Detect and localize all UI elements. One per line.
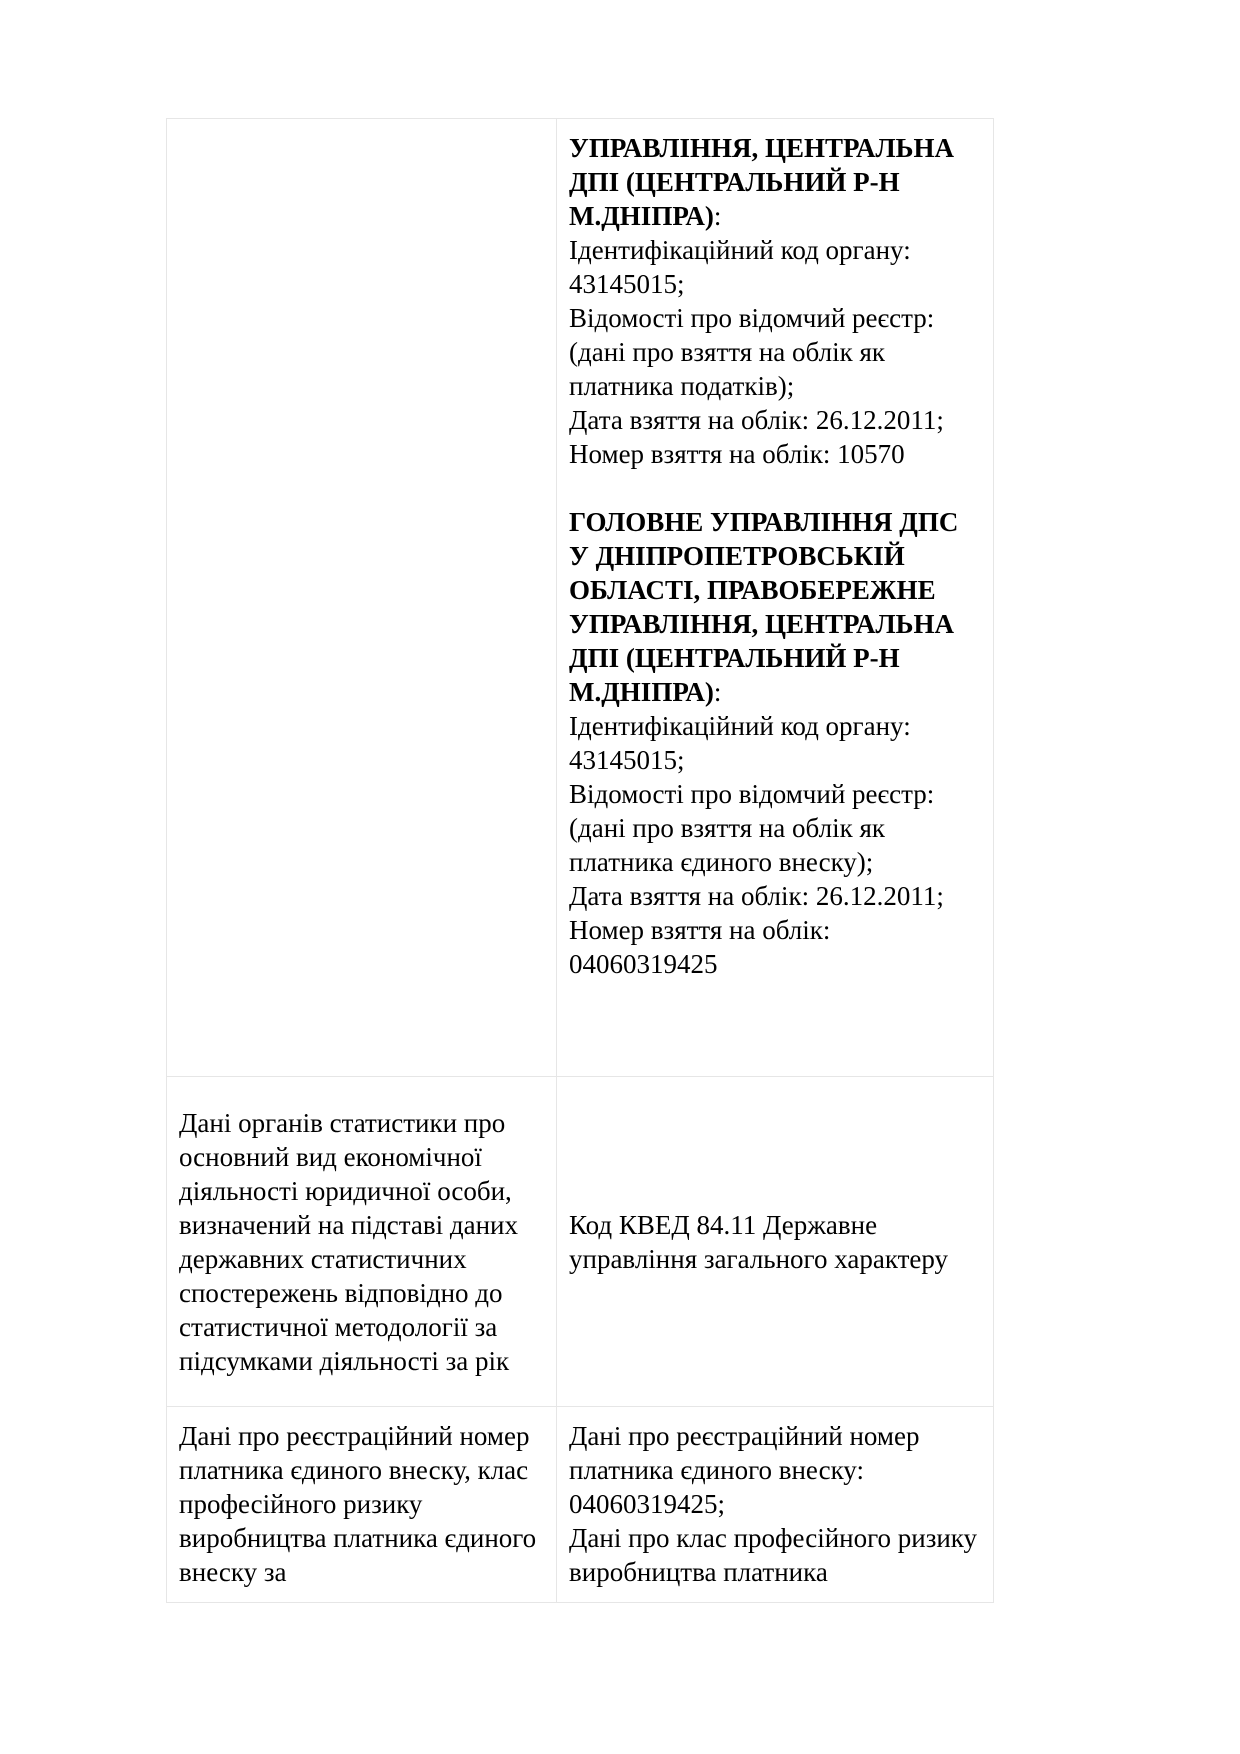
registry-info: Відомості про відомчий реєстр: (дані про взяття на облік як платника єдиного внеску);: [569, 779, 935, 877]
tax-registration-block: [569, 131, 981, 471]
table-row: [167, 1407, 994, 1603]
authority-code: Ідентифікаційний код органу: 43145015;: [569, 235, 911, 299]
registry-info: Відомості про відомчий реєстр: (дані про взяття на облік як платника податків);: [569, 303, 935, 401]
registry-table: [166, 118, 994, 1603]
cell-text: Дані про реєстраційний номер платника єдиного внеску, клас професійного ризику виробництва платника єдиного внеску за: [179, 1421, 537, 1587]
registration-number: Номер взяття на облік: 10570: [569, 439, 905, 469]
organization-suffix: :: [713, 201, 722, 231]
cell-text: [569, 1419, 981, 1589]
contribution-registration-block: [569, 505, 981, 981]
table-cell-value: [557, 119, 994, 1077]
risk-class-line: Дані про клас професійного ризику виробництва платника: [569, 1523, 978, 1587]
authority-code: Ідентифікаційний код органу: 43145015;: [569, 711, 911, 775]
table-cell-value: Код КВЕД 84.11 Державне управління загального характеру: [557, 1077, 994, 1407]
organization-name: УПРАВЛІННЯ, ЦЕНТРАЛЬНА ДПІ (ЦЕНТРАЛЬНИЙ Р-Н М.ДНІПРА): [569, 133, 954, 231]
table-row: [167, 119, 994, 1077]
table-row: [167, 1077, 994, 1407]
registration-date: Дата взяття на облік: 26.12.2011;: [569, 881, 944, 911]
table-cell-label: [167, 119, 557, 1077]
table-cell-value: [557, 1407, 994, 1603]
registration-date: Дата взяття на облік: 26.12.2011;: [569, 405, 944, 435]
table-cell-label: [167, 1407, 557, 1603]
table-cell-label: Дані органів статистики про основний вид економічної діяльності юридичної особи, визначений на підставі даних державних статистичних спостережень відповідно до статистичної методології за підсумками діяльності за рік: [167, 1077, 557, 1407]
organization-suffix: :: [713, 677, 722, 707]
organization-name: ГОЛОВНЕ УПРАВЛІННЯ ДПС У ДНІПРОПЕТРОВСЬКІЙ ОБЛАСТІ, ПРАВОБЕРЕЖНЕ УПРАВЛІННЯ, ЦЕНТРАЛЬНА ДПІ (ЦЕНТРАЛЬНИЙ Р-Н М.ДНІПРА): [569, 507, 959, 707]
contribution-number-line: Дані про реєстраційний номер платника єдиного внеску: 04060319425;: [569, 1421, 920, 1519]
registration-number: Номер взяття на облік: 04060319425: [569, 915, 831, 979]
